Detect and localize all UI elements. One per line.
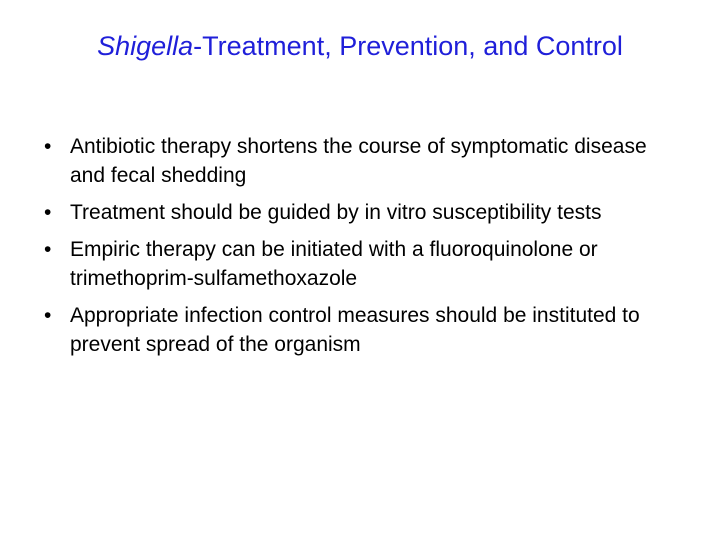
bullet-list xyxy=(44,132,684,367)
bullet-text: Treatment should be guided by in vitro susceptibility tests xyxy=(70,201,602,224)
title-organism-name: Shigella xyxy=(97,31,194,61)
bullet-item xyxy=(44,132,684,190)
bullet-dot-icon: • xyxy=(44,201,52,224)
bullet-item xyxy=(44,198,684,227)
bullet-dot-icon: • xyxy=(44,238,52,261)
title-text: -Treatment, Prevention, and Control xyxy=(193,31,623,61)
bullet-text: Appropriate infection control measures should be instituted to prevent spread of the organism xyxy=(70,304,640,356)
bullet-item xyxy=(44,235,684,293)
bullet-text: Antibiotic therapy shortens the course of symptomatic disease and fecal shedding xyxy=(70,135,647,187)
bullet-text: Empiric therapy can be initiated with a fluoroquinolone or trimethoprim-sulfamethoxazole xyxy=(70,238,598,290)
bullet-item xyxy=(44,301,684,359)
bullet-dot-icon: • xyxy=(44,135,52,158)
bullet-dot-icon: • xyxy=(44,304,52,327)
slide-title xyxy=(40,26,680,67)
